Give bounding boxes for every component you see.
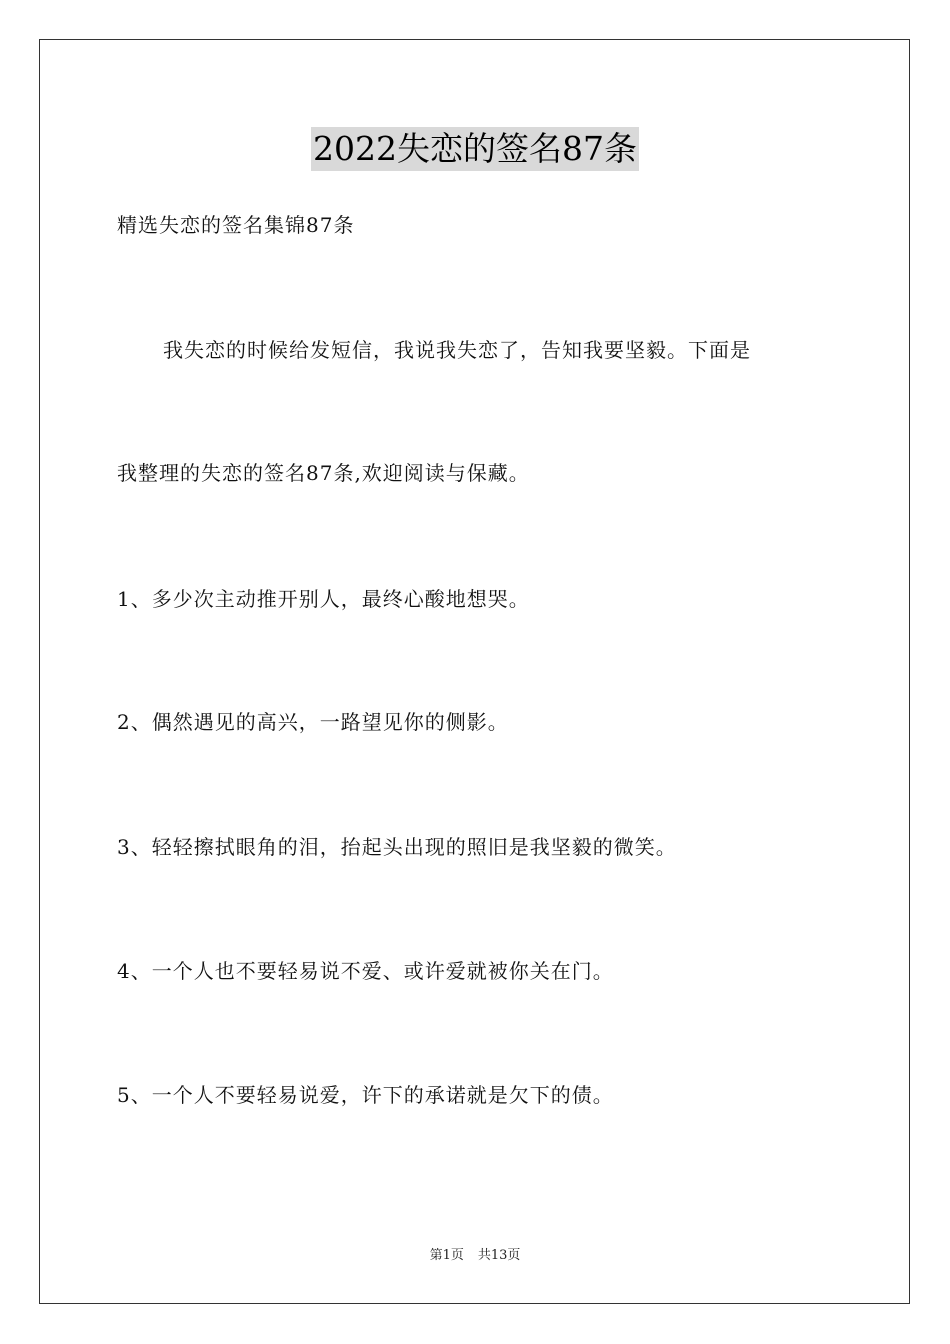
intro-paragraph-line-1: 我失恋的时候给发短信，我说我失恋了，告知我要坚毅。下面是 [163,338,751,362]
list-item: 4、一个人也不要轻易说不爱、或许爱就被你关在门。 [117,959,614,983]
list-item: 3、轻轻擦拭眼角的泪，抬起头出现的照旧是我坚毅的微笑。 [117,835,677,859]
page-number: 第1页 [429,1248,464,1263]
document-subtitle: 精选失恋的签名集锦87条 [117,213,355,237]
list-item: 1、多少次主动推开别人，最终心酸地想哭。 [117,587,530,611]
intro-paragraph-line-2: 我整理的失恋的签名87条,欢迎阅读与保藏。 [117,461,530,485]
page-total: 共13页 [477,1248,521,1263]
list-item: 2、偶然遇见的高兴，一路望见你的侧影。 [117,710,509,734]
title-container [0,127,950,171]
page-footer [0,1247,950,1265]
list-item: 5、一个人不要轻易说爱，许下的承诺就是欠下的债。 [117,1083,614,1107]
document-title: 2022失恋的签名87条 [311,127,639,171]
